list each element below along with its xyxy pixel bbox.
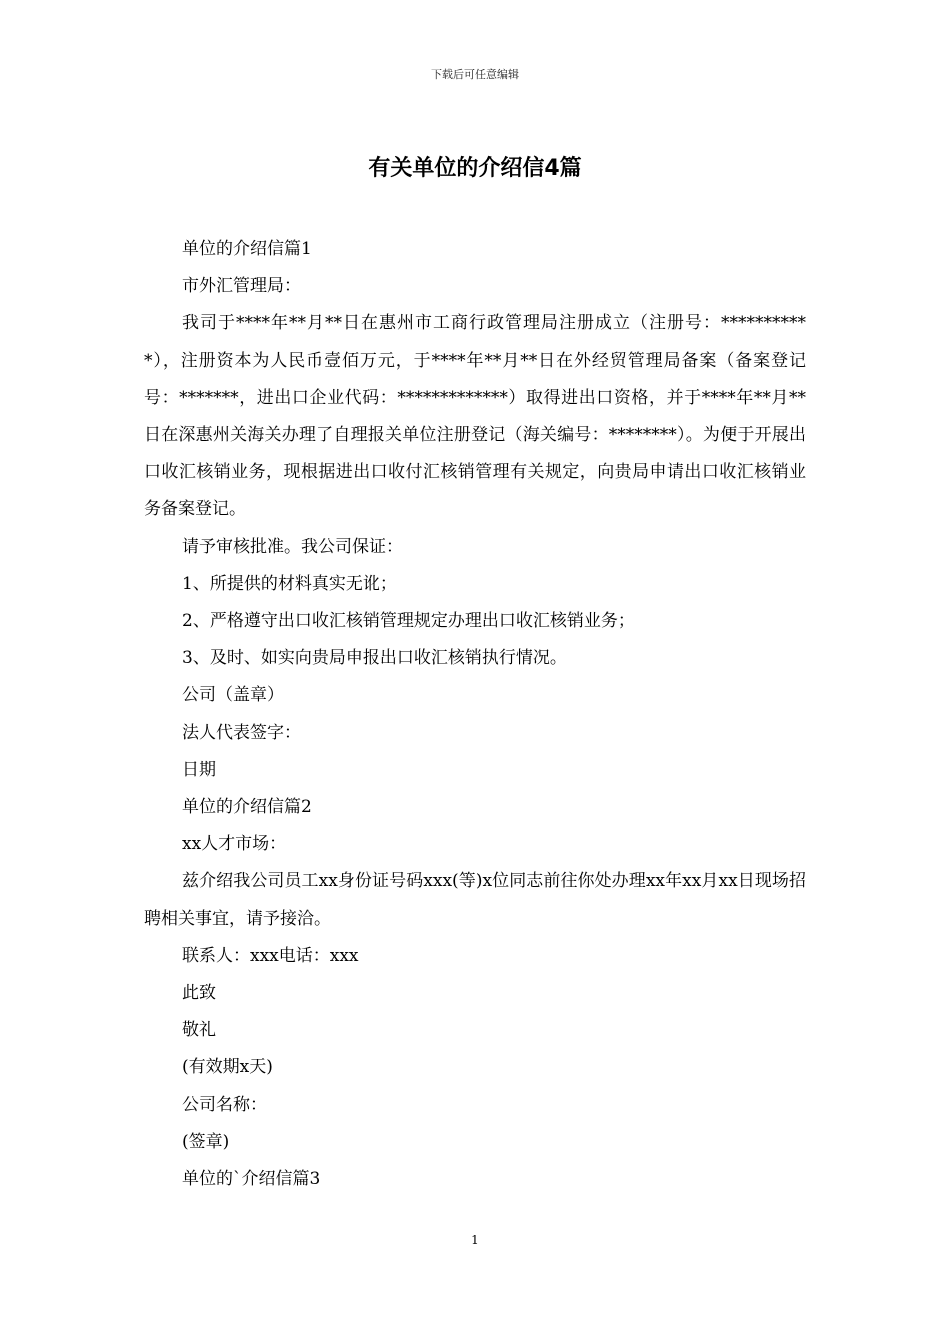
section-heading-2: 单位的介绍信篇2	[182, 797, 312, 818]
document-title: 有关单位的介绍信4篇	[368, 156, 582, 181]
document-body	[144, 231, 806, 1198]
letter-paragraph: 兹介绍我公司员工xx身份证号码xxx(等)x位同志前往你处办理xx年xx月xx日现场招聘相关事宜，请予接洽。	[144, 871, 806, 929]
signature-line: 公司（盖章）	[182, 685, 284, 706]
signature-line: 公司名称：	[182, 1094, 267, 1115]
page-number: 1	[471, 1233, 479, 1247]
section-heading-1: 单位的介绍信篇1	[182, 239, 312, 259]
signature-line: 法人代表签字：	[182, 722, 301, 743]
page-header-note: 下载后可任意编辑	[431, 68, 519, 81]
list-item: 3、及时、如实向贵局申报出口收汇核销执行情况。	[182, 648, 567, 669]
closing-line: 敬礼	[182, 1020, 216, 1041]
closing-line: 此致	[182, 983, 216, 1004]
validity-note: (有效期x天)	[182, 1057, 273, 1078]
letter-salutation: xx人才市场：	[182, 834, 287, 855]
signature-line: (签章)	[182, 1131, 230, 1152]
list-item: 1、所提供的材料真实无讹；	[182, 573, 397, 594]
letter-paragraph: 我司于****年**月**日在惠州市工商行政管理局注册成立（注册号：***********），注册资本为人民币壹佰万元，于****年**月**日在外经贸管理局备案（备案登记号：*******，进出口企业代码：*************）取得进出口资格，并于****年**月**日在深惠州关海关办理了自理报关单位注册登记（海关编号：********）。为便于开展出口收汇核销业务，现根据进出口收付汇核销管理有关规定，向贵局申请出口收汇核销业务备案登记。	[144, 313, 806, 520]
contact-line: 联系人：xxx电话：xxx	[182, 945, 359, 966]
date-line: 日期	[182, 759, 216, 780]
letter-salutation: 市外汇管理局：	[182, 276, 301, 297]
section-heading-3: 单位的`介绍信篇3	[182, 1169, 321, 1190]
list-item: 2、严格遵守出口收汇核销管理规定办理出口收汇核销业务；	[182, 611, 635, 632]
letter-paragraph: 请予审核批准。我公司保证：	[182, 536, 403, 557]
